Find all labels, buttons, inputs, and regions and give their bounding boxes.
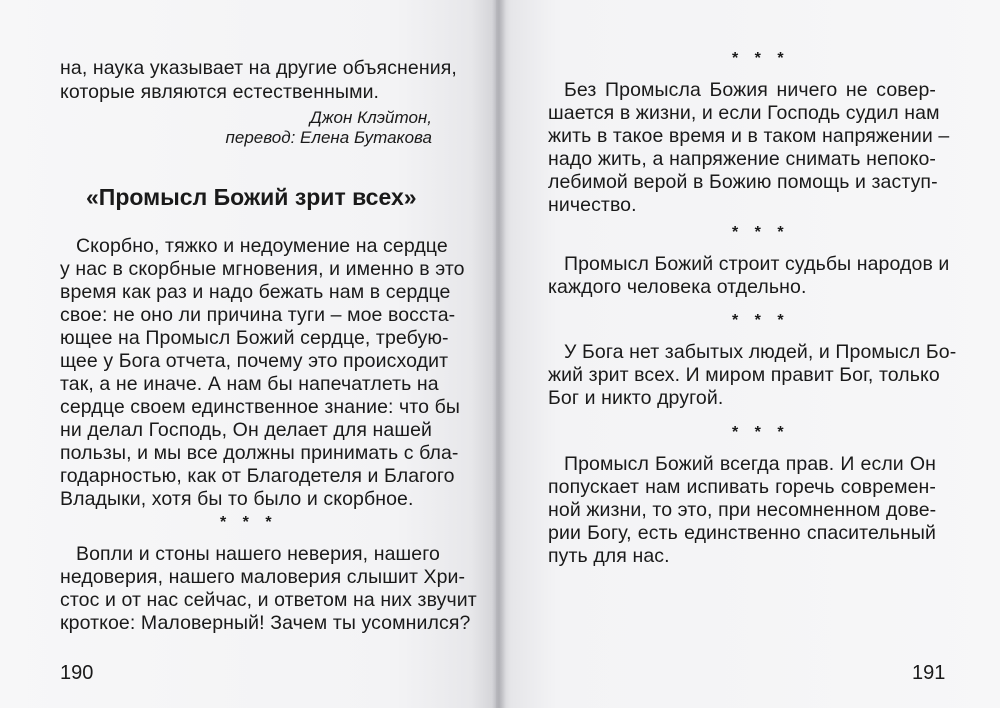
section-separator: * * * (732, 50, 790, 67)
translator-credit: перевод: Елена Бутакова (225, 128, 432, 147)
text-line: сердце своем единственное знание: что бы (60, 396, 460, 418)
text-line: Скорбно, тяжко и недоумение на сердце (76, 235, 448, 257)
text-line: кроткое: Маловерный! Зачем ты усомнился? (60, 612, 471, 634)
right-page (496, 0, 1000, 708)
section-separator: * * * (732, 224, 790, 241)
left-page (0, 0, 496, 708)
text-line: Владыки, хотя бы то было и скорбное. (60, 488, 414, 510)
text-line: Промысл Божий всегда прав. И если Он (564, 453, 936, 475)
text-line: попускает нам испивать горечь современ- (548, 476, 936, 498)
book-gutter (492, 0, 506, 708)
text-line: путь для нас. (548, 545, 670, 567)
text-line: надо жить, а напряжение снимать непоко- (548, 148, 936, 170)
text-line: ничество. (548, 194, 637, 216)
text-line: Бог и никто другой. (548, 387, 724, 409)
text-line: лебимой верой в Божию помощь и заступ- (548, 171, 938, 193)
text-line: свое: не оно ли причина туги – мое восста- (60, 304, 456, 326)
text-line: пользы, и мы все должны принимать с бла- (60, 442, 459, 464)
page-number: 191 (912, 662, 946, 684)
text-line: шается в жизни, и если Господь судил нам (548, 102, 940, 124)
text-line: у нас в скорбные мгновения, и именно в это (60, 258, 465, 280)
text-line: ной жизни, то это, при несомненном дове- (548, 499, 937, 521)
text-line: стос и от нас сейчас, и ответом на них звучит (60, 589, 477, 611)
text-line: Вопли и стоны нашего неверия, нашего (76, 543, 440, 565)
section-heading: «Промысл Божий зрит всех» (86, 184, 417, 210)
text-line: недоверия, нашего маловерия слышит Хри- (60, 566, 466, 588)
text-line: Промысл Божий строит судьбы народов и (564, 253, 950, 275)
text-line: каждого человека отдельно. (548, 276, 807, 298)
text-line: ни делал Господь, Он делает для нашей (60, 419, 433, 441)
text-line: щее у Бога отчета, почему это происходит (60, 350, 449, 372)
author-name: Джон Клэйтон, (309, 108, 432, 127)
text-line: время как раз и надо бежать нам в сердце (60, 281, 451, 303)
text-line: на, наука указывает на другие объяснения, (60, 57, 457, 79)
section-separator: * * * (732, 312, 790, 329)
text-line: жий зрит всех. И миром правит Бог, только (548, 364, 940, 386)
text-line: годарностью, как от Благодетеля и Благого (60, 465, 455, 487)
text-line: У Бога нет забытых людей, и Промысл Бо- (564, 341, 957, 363)
text-line: которые являются естественными. (60, 81, 380, 103)
text-line: рии Богу, есть единственно спасительный (548, 522, 936, 544)
page-number: 190 (60, 662, 94, 684)
section-separator: * * * (220, 514, 278, 531)
text-line: Без Промысла Божия ничего не совер- (564, 79, 936, 101)
text-line: так, а не иначе. А нам бы напечатлеть на (60, 373, 439, 395)
section-separator: * * * (732, 424, 790, 441)
text-line: ющее на Промысл Божий сердце, требую- (60, 327, 449, 349)
text-line: жить в такое время и в таком напряжении – (548, 125, 950, 147)
